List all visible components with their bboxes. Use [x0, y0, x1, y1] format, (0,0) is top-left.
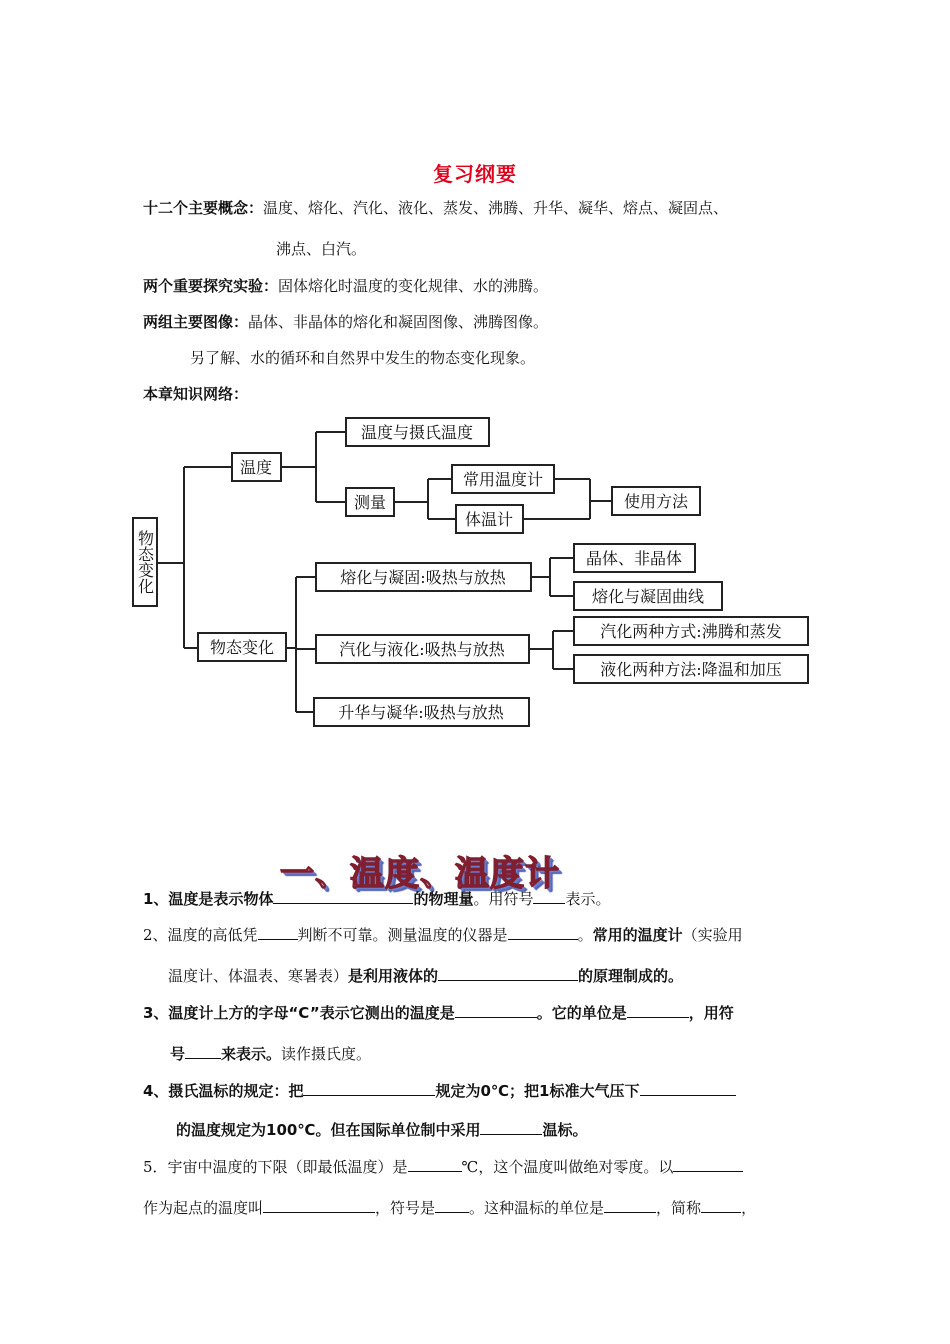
- q5-text-a: 5．宇宙中温度的下限（即最低温度）是: [143, 1158, 408, 1176]
- diagram-temp-scale-label: 温度与摄氏温度: [360, 423, 474, 442]
- q2-text-d: 常用的温度计: [592, 926, 683, 944]
- diagram-vapor-ways-label: 汽化两种方式:沸腾和蒸发: [600, 622, 782, 641]
- question-1: [143, 888, 611, 909]
- q2-blank-2[interactable]: [508, 925, 578, 940]
- q5-blank-5[interactable]: [604, 1198, 656, 1213]
- q5-blank-1[interactable]: [408, 1157, 462, 1172]
- q2-blank-1[interactable]: [258, 925, 298, 940]
- graphs-label: 两组主要图像：: [143, 313, 249, 331]
- diagram-state-change-label: 物态变化: [209, 638, 275, 657]
- q1-text-a: 1、温度是表示物体: [143, 890, 274, 908]
- q5-blank-4[interactable]: [435, 1198, 469, 1213]
- question-2-continued: [168, 965, 683, 986]
- q5-text-b: ℃，这个温度叫做绝对零度。以: [461, 1158, 674, 1176]
- q2-text-g: 是利用液体的: [348, 967, 439, 985]
- concepts-label: 十二个主要概念：: [143, 199, 264, 217]
- diagram-crystal-label: 晶体、非晶体: [585, 549, 683, 568]
- extra-note: 另了解、水的循环和自然界中发生的物态变化现象。: [190, 349, 536, 367]
- q1-text-d: 表示。: [565, 890, 611, 908]
- q2-text-f: 温度计、体温表、寒暑表）: [168, 967, 349, 985]
- question-3-continued: [170, 1043, 371, 1064]
- q3-text-f: 读作摄氏度。: [281, 1045, 372, 1063]
- question-4: [143, 1080, 736, 1101]
- q1-blank-2[interactable]: [533, 889, 565, 904]
- q1-blank-1[interactable]: [273, 889, 413, 904]
- q4-text-c: 的温度规定为100℃。但在国际单位制中采用: [176, 1121, 481, 1139]
- q5-text-f: ，简称: [656, 1199, 702, 1217]
- q2-blank-3[interactable]: [438, 966, 578, 981]
- q5-blank-3[interactable]: [263, 1198, 375, 1213]
- diagram-temperature-label: 温度: [239, 458, 273, 477]
- diagram-body-thermometer-label: 体温计: [464, 510, 514, 529]
- diagram-sublime-label: 升华与凝华:吸热与放热: [338, 703, 504, 722]
- question-4-continued: [176, 1119, 588, 1140]
- q5-text-e: 。这种温标的单位是: [469, 1199, 605, 1217]
- diagram-melt-curve-label: 熔化与凝固曲线: [591, 587, 705, 606]
- q3-blank-3[interactable]: [185, 1044, 221, 1059]
- q5-text-g: ，: [741, 1199, 757, 1217]
- diagram-measure-label: 测量: [353, 493, 387, 512]
- q4-blank-1[interactable]: [303, 1081, 435, 1096]
- q4-blank-2[interactable]: [640, 1081, 736, 1096]
- concepts-text-continued: 沸点、白汽。: [276, 240, 367, 258]
- q2-text-h: 的原理制成的。: [578, 967, 684, 985]
- diagram-vapor-label: 汽化与液化:吸热与放热: [339, 640, 505, 659]
- diagram-common-thermometer-label: 常用温度计: [462, 470, 544, 489]
- q2-text-a: 2、温度的高低凭: [143, 926, 258, 944]
- q4-text-b: 规定为0℃；把1标准大气压下: [435, 1082, 640, 1100]
- section-title: 一、温度、温度计: [280, 854, 560, 894]
- q2-text-e: （实验用: [682, 926, 743, 944]
- concepts-text: 温度、熔化、汽化、液化、蒸发、沸腾、升华、凝华、熔点、凝固点、: [263, 199, 729, 217]
- q2-text-b: 判断不可靠。测量温度的仪器是: [297, 926, 508, 944]
- q4-text-a: 4、摄氏温标的规定：把: [143, 1082, 304, 1100]
- q3-text-a: 3、温度计上方的字母“C”表示它测出的温度是: [143, 1004, 455, 1022]
- q5-blank-6[interactable]: [701, 1198, 741, 1213]
- q3-text-b: 。它的单位是: [536, 1004, 627, 1022]
- graphs-text: 晶体、非晶体的熔化和凝固图像、沸腾图像。: [248, 313, 549, 331]
- experiments-label: 两个重要探究实验：: [143, 277, 279, 295]
- q3-text-d: 号: [170, 1045, 186, 1063]
- network-label: 本章知识网络：: [143, 385, 249, 403]
- diagram-melt-label: 熔化与凝固:吸热与放热: [340, 568, 506, 587]
- page-title: 复习纲要: [433, 162, 517, 186]
- q1-text-c: 。用符号: [473, 890, 534, 908]
- diagram-root-label: 物态变化: [135, 530, 155, 594]
- q3-text-c: ，用符: [688, 1004, 734, 1022]
- q3-blank-2[interactable]: [627, 1003, 689, 1018]
- q1-text-b: 的物理量: [413, 890, 474, 908]
- question-3: [143, 1002, 734, 1023]
- diagram-usage-label: 使用方法: [623, 492, 689, 511]
- q3-text-e: 来表示。: [221, 1045, 282, 1063]
- question-2: [143, 924, 743, 945]
- q5-text-d: ，符号是: [375, 1199, 436, 1217]
- question-5: [143, 1156, 743, 1177]
- q4-blank-3[interactable]: [480, 1120, 542, 1135]
- diagram-liquefy-ways-label: 液化两种方法:降温和加压: [600, 660, 782, 679]
- q3-blank-1[interactable]: [455, 1003, 537, 1018]
- q4-text-d: 温标。: [542, 1121, 588, 1139]
- question-5-continued: [143, 1197, 756, 1218]
- q2-text-c: 。: [577, 926, 593, 944]
- q5-blank-2[interactable]: [673, 1157, 743, 1172]
- experiments-text: 固体熔化时温度的变化规律、水的沸腾。: [278, 277, 549, 295]
- q5-text-c: 作为起点的温度叫: [143, 1199, 264, 1217]
